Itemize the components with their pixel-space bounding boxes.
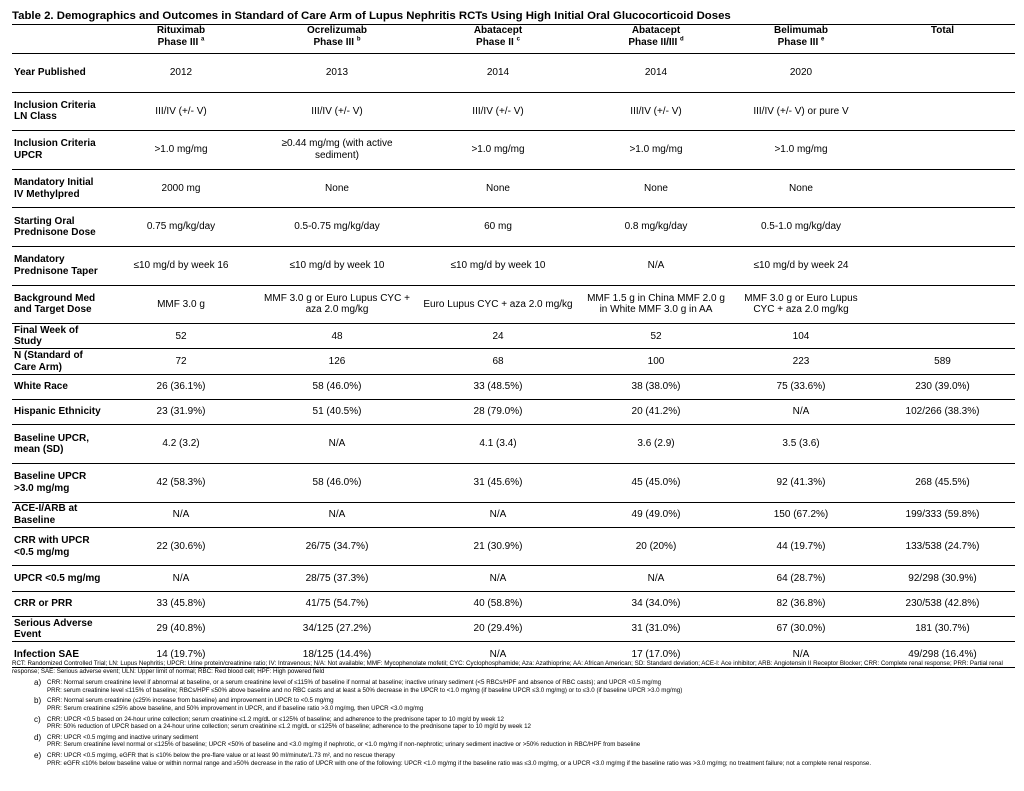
row-label: Infection SAE (12, 642, 104, 667)
table-cell: 52 (580, 324, 732, 349)
table-cell: 40 (58.8%) (416, 591, 580, 616)
table-cell: >1.0 mg/mg (416, 131, 580, 170)
table-cell: 58 (46.0%) (258, 374, 416, 399)
table-cell: 181 (30.7%) (870, 617, 1015, 642)
footnote-body (47, 751, 1017, 767)
table-cell: 23 (31.9%) (104, 400, 258, 425)
table-cell: 42 (58.3%) (104, 463, 258, 502)
table-cell: >1.0 mg/mg (732, 131, 870, 170)
footnote-line: CRR: UPCR <0.5 mg/mg and inactive urinary sediment (47, 733, 199, 741)
table-cell (870, 54, 1015, 93)
table-cell: N/A (104, 502, 258, 527)
table-cell: ≤10 mg/d by week 10 (258, 246, 416, 285)
footnote (12, 751, 1017, 767)
table-row (12, 463, 1015, 502)
table-cell: 49 (49.0%) (580, 502, 732, 527)
row-label: White Race (12, 374, 104, 399)
footnote-line: CRR: UPCR <0.5 based on 24-hour urine collection; serum creatinine ≤1.2 mg/dL or ≤125% of baseline; and adherence to the prednisone taper to 10 mg/d by week 12 (47, 715, 504, 723)
table-cell: N/A (258, 502, 416, 527)
table-cell (870, 131, 1015, 170)
table-cell (870, 246, 1015, 285)
table-cell: 133/538 (24.7%) (870, 527, 1015, 566)
table-cell: >1.0 mg/mg (104, 131, 258, 170)
table-cell: 20 (20%) (580, 527, 732, 566)
footnote-letter: e) (34, 750, 42, 760)
footnote-line: PRR: eGFR ≤10% below baseline value or within normal range and ≥50% decrease in the ratio of UPCR with one of the following: UPCR <1.0 mg/mg if the baseline ratio was ≤3.0 mg/mg, or a UPCR <3.0 mg/mg if the baseline ratio was >3.0 mg/mg; no treatment failure; not a complete renal response. (47, 759, 872, 767)
table-cell: ≤10 mg/d by week 10 (416, 246, 580, 285)
table-row (12, 374, 1015, 399)
table-cell (870, 169, 1015, 208)
table-cell: ≤10 mg/d by week 24 (732, 246, 870, 285)
table-cell: None (258, 169, 416, 208)
table-cell: N/A (258, 425, 416, 464)
table-cell: 2020 (732, 54, 870, 93)
table-row (12, 425, 1015, 464)
table-row (12, 591, 1015, 616)
table-cell: 48 (258, 324, 416, 349)
table-cell: N/A (732, 642, 870, 667)
outcomes-table (12, 24, 1015, 668)
table-row (12, 566, 1015, 591)
table-cell: 60 mg (416, 208, 580, 247)
footnote-line: PRR: Serum creatinine level normal or ≤125% of baseline; UPCR <50% of baseline and <3.0 mg/mg if nephrotic, or <1.0 mg/mg if non-nephrotic; urinary sediment inactive or >50% reduction in RBC/HPF from baseline (47, 741, 641, 749)
table-row (12, 324, 1015, 349)
table-cell: 24 (416, 324, 580, 349)
table-cell: III/IV (+/- V) (258, 92, 416, 131)
footnotes (12, 660, 1017, 767)
table-cell: 20 (41.2%) (580, 400, 732, 425)
table-row (12, 617, 1015, 642)
table-cell: 0.8 mg/kg/day (580, 208, 732, 247)
table-cell: 3.6 (2.9) (580, 425, 732, 464)
table-cell: 4.2 (3.2) (104, 425, 258, 464)
table-cell: III/IV (+/- V) (580, 92, 732, 131)
table-cell: 44 (19.7%) (732, 527, 870, 566)
table-cell: 4.1 (3.4) (416, 425, 580, 464)
table-cell: III/IV (+/- V) (416, 92, 580, 131)
header-row (12, 25, 1015, 54)
table-cell: 34/125 (27.2%) (258, 617, 416, 642)
table-cell: 72 (104, 349, 258, 374)
col-header: Rituximab Phase III $^a$ (104, 25, 258, 54)
table-cell: None (580, 169, 732, 208)
row-label: Final Week of Study (12, 324, 104, 349)
footnote-body (47, 715, 1017, 731)
table-cell: 0.5-0.75 mg/kg/day (258, 208, 416, 247)
table-cell: III/IV (+/- V) (104, 92, 258, 131)
row-label: CRR with UPCR <0.5 mg/mg (12, 527, 104, 566)
row-label: Background Med and Target Dose (12, 285, 104, 324)
table-cell: 33 (48.5%) (416, 374, 580, 399)
footnote-line: CRR: UPCR <0.5 mg/mg, eGFR that is ≤10% below the pre-flare value or at least 90 ml/minute/1.73 m², and no rescue therapy (47, 751, 395, 759)
table-cell (870, 285, 1015, 324)
table-cell: 68 (416, 349, 580, 374)
footnote-body (47, 733, 1017, 749)
row-label: ACE-I/ARB at Baseline (12, 502, 104, 527)
footnote-body (47, 696, 1017, 712)
table-cell: 31 (45.6%) (416, 463, 580, 502)
footnote-line: PRR: Serum creatinine ≤25% above baseline, and 50% improvement in UPCR, and if baseline ratio >3.0 mg/mg, then UPCR <3.0 mg/mg (47, 704, 424, 712)
footnote-body (47, 678, 1017, 694)
row-label: Mandatory Prednisone Taper (12, 246, 104, 285)
table-cell: 104 (732, 324, 870, 349)
table-cell: 2012 (104, 54, 258, 93)
footnote-letter: b) (34, 696, 42, 706)
table-row (12, 400, 1015, 425)
table-cell: MMF 3.0 g or Euro Lupus CYC + aza 2.0 mg/kg (258, 285, 416, 324)
table-body (12, 54, 1015, 668)
table-cell: 0.5-1.0 mg/kg/day (732, 208, 870, 247)
row-label: Starting Oral Prednisone Dose (12, 208, 104, 247)
table-cell: 2013 (258, 54, 416, 93)
table-cell: N/A (580, 246, 732, 285)
table-cell: 58 (46.0%) (258, 463, 416, 502)
table-row (12, 208, 1015, 247)
row-label: UPCR <0.5 mg/mg (12, 566, 104, 591)
table-cell: 67 (30.0%) (732, 617, 870, 642)
table-cell: 26 (36.1%) (104, 374, 258, 399)
footnote-letter: c) (34, 714, 41, 724)
table-row (12, 131, 1015, 170)
table-cell: 22 (30.6%) (104, 527, 258, 566)
table-cell: 45 (45.0%) (580, 463, 732, 502)
footnote-line: CRR: Normal serum creatinine level if abnormal at baseline, or a serum creatinine level of ≤115% of baseline if normal at baseline; inactive urinary sediment (<5 RBCs/HPF and absence of RBC casts); and UPCR <0.5 mg/mg (47, 679, 662, 687)
footnote (12, 678, 1017, 694)
abbreviations: RCT: Randomized Controlled Trial; LN: Lupus Nephritis; UPCR: Urine protein/creatinine ratio; IV: Intravenous; N/A: Not available; MMF: Mycophenolate mofetil; CYC: Cyclophosphamide; Aza: Azathioprine; AA: African American; SD: Standard deviation; ACE-I: Ace inhibitor; ARB: Angiotensin II Receptor Blocker; CRR: Complete renal response; PRR: Partial renal response; SAE: Serious adverse event; ULN: Upper limit of normal; RBC: Red blood cell; HPF: High powered field (12, 660, 1003, 675)
table-cell: None (732, 169, 870, 208)
table-row (12, 527, 1015, 566)
table-cell: 2014 (416, 54, 580, 93)
table-row (12, 169, 1015, 208)
col-header: Abatacept Phase II/III $^d$ (580, 25, 732, 54)
table-row (12, 285, 1015, 324)
table-cell: >1.0 mg/mg (580, 131, 732, 170)
table-cell: N/A (580, 566, 732, 591)
col-header: Ocrelizumab Phase III $^b$ (258, 25, 416, 54)
table-row (12, 92, 1015, 131)
table-cell: 589 (870, 349, 1015, 374)
table-row (12, 349, 1015, 374)
table-cell: III/IV (+/- V) or pure V (732, 92, 870, 131)
table-cell: 92/298 (30.9%) (870, 566, 1015, 591)
footnote (12, 733, 1017, 749)
table-cell: 92 (41.3%) (732, 463, 870, 502)
row-label: Mandatory Initial IV Methylpred (12, 169, 104, 208)
table-cell: 230/538 (42.8%) (870, 591, 1015, 616)
table-cell: 2014 (580, 54, 732, 93)
table-cell: N/A (416, 502, 580, 527)
col-header-total: Total (870, 25, 1015, 54)
table-row (12, 246, 1015, 285)
table-cell: 100 (580, 349, 732, 374)
row-label: Baseline UPCR >3.0 mg/mg (12, 463, 104, 502)
table-cell: 199/333 (59.8%) (870, 502, 1015, 527)
table-cell: 126 (258, 349, 416, 374)
table-cell: 14 (19.7%) (104, 642, 258, 667)
table-cell: 64 (28.7%) (732, 566, 870, 591)
footnote-line: PRR: 50% reduction of UPCR based on a 24-hour urine collection; serum creatinine ≤1.2 mg/dL or ≤125% of baseline; adherence to the prednisone taper to 10 mg/d by week 12 (47, 723, 531, 731)
table-cell: 28/75 (37.3%) (258, 566, 416, 591)
footnote-letter: a) (34, 678, 42, 688)
table-cell: 41/75 (54.7%) (258, 591, 416, 616)
table-cell: Euro Lupus CYC + aza 2.0 mg/kg (416, 285, 580, 324)
table-cell: 51 (40.5%) (258, 400, 416, 425)
table-cell: 52 (104, 324, 258, 349)
table-cell: 26/75 (34.7%) (258, 527, 416, 566)
header-blank (12, 25, 104, 54)
col-header: Abatacept Phase II $^c$ (416, 25, 580, 54)
table-cell: 102/266 (38.3%) (870, 400, 1015, 425)
row-label: CRR or PRR (12, 591, 104, 616)
table-cell: 82 (36.8%) (732, 591, 870, 616)
table-cell: ≥0.44 mg/mg (with active sediment) (258, 131, 416, 170)
table-cell: 21 (30.9%) (416, 527, 580, 566)
table-cell: 33 (45.8%) (104, 591, 258, 616)
table-cell: 150 (67.2%) (732, 502, 870, 527)
table-cell: 17 (17.0%) (580, 642, 732, 667)
row-label: Inclusion Criteria UPCR (12, 131, 104, 170)
footnote (12, 715, 1017, 731)
table-cell: 29 (40.8%) (104, 617, 258, 642)
footnote-line: PRR: serum creatinine level ≤115% of baseline; RBCs/HPF ≤50% above baseline and no RBC casts and at least a 50% decrease in the UPCR to <1.0 mg/mg (if baseline UPCR ≤3.0 mg/mg) or to ≤3.0 (if baseline UPCR >3.0 mg/mg) (47, 686, 683, 694)
table-cell: 75 (33.6%) (732, 374, 870, 399)
table-cell (870, 208, 1015, 247)
table-title: Table 2. Demographics and Outcomes in Standard of Care Arm of Lupus Nephritis RCTs Using High Initial Oral Glucocorticoid Doses (12, 10, 731, 22)
table-cell: N/A (416, 642, 580, 667)
table-cell: ≤10 mg/d by week 16 (104, 246, 258, 285)
table-cell: MMF 3.0 g or Euro Lupus CYC + aza 2.0 mg/kg (732, 285, 870, 324)
footnote-list (12, 678, 1017, 767)
table-cell: 0.75 mg/kg/day (104, 208, 258, 247)
table-cell: 18/125 (14.4%) (258, 642, 416, 667)
table-cell: 3.5 (3.6) (732, 425, 870, 464)
row-label: Hispanic Ethnicity (12, 400, 104, 425)
table-cell: MMF 3.0 g (104, 285, 258, 324)
table-row (12, 54, 1015, 93)
row-label: Inclusion Criteria LN Class (12, 92, 104, 131)
table-cell: N/A (732, 400, 870, 425)
footnote (12, 696, 1017, 712)
table-cell: 230 (39.0%) (870, 374, 1015, 399)
table-cell (870, 324, 1015, 349)
row-label: N (Standard of Care Arm) (12, 349, 104, 374)
table-cell: N/A (416, 566, 580, 591)
table-cell: 20 (29.4%) (416, 617, 580, 642)
row-label: Serious Adverse Event (12, 617, 104, 642)
table-row (12, 502, 1015, 527)
table-cell: 28 (79.0%) (416, 400, 580, 425)
row-label: Year Published (12, 54, 104, 93)
table-cell: 2000 mg (104, 169, 258, 208)
table-cell: 268 (45.5%) (870, 463, 1015, 502)
table-cell: 38 (38.0%) (580, 374, 732, 399)
table-cell: 49/298 (16.4%) (870, 642, 1015, 667)
table-cell: None (416, 169, 580, 208)
table-cell: 223 (732, 349, 870, 374)
table-cell (870, 425, 1015, 464)
table-cell (870, 92, 1015, 131)
table-cell: MMF 1.5 g in China MMF 2.0 g in White MMF 3.0 g in AA (580, 285, 732, 324)
table-cell: 31 (31.0%) (580, 617, 732, 642)
footnote-line: CRR: Normal serum creatinine (≤25% increase from baseline) and improvement in UPCR to <0.5 mg/mg (47, 697, 334, 705)
table-cell: 34 (34.0%) (580, 591, 732, 616)
footnote-letter: d) (34, 732, 42, 742)
table-cell: N/A (104, 566, 258, 591)
col-header: Belimumab Phase III $^e$ (732, 25, 870, 54)
row-label: Baseline UPCR, mean (SD) (12, 425, 104, 464)
